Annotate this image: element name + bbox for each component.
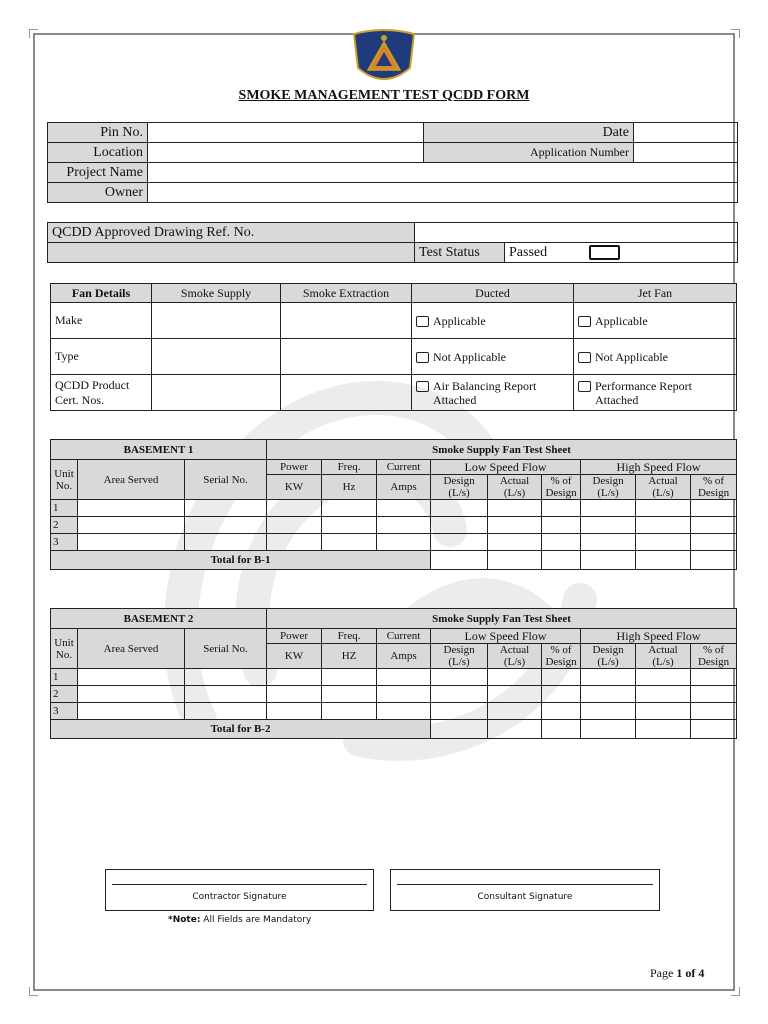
cell[interactable]	[581, 669, 636, 686]
high-speed-flow-header: High Speed Flow	[581, 629, 737, 644]
option-line2: Attached	[433, 392, 477, 407]
cell[interactable]	[185, 500, 267, 517]
unit-line2: No.	[55, 479, 73, 492]
basement-1-table	[50, 439, 737, 570]
cell[interactable]	[431, 686, 488, 703]
cell[interactable]	[267, 534, 322, 551]
total-cell[interactable]	[691, 551, 737, 570]
pin-label: Pin No.	[48, 123, 148, 143]
cell[interactable]	[267, 669, 322, 686]
pin-field[interactable]	[148, 123, 424, 143]
jet-not-applicable-cell[interactable]	[574, 339, 737, 375]
basement-1-title: BASEMENT 1	[51, 440, 267, 460]
hz-unit: HZ	[322, 644, 377, 669]
ducted-applicable-cell[interactable]	[412, 303, 574, 339]
test-status-label: Test Status	[415, 243, 505, 263]
signature-line	[112, 884, 367, 885]
cell[interactable]	[377, 703, 431, 720]
cell[interactable]	[267, 686, 322, 703]
design-label: Design	[592, 475, 624, 487]
checkbox[interactable]	[416, 352, 429, 363]
ls-unit: (L/s)	[503, 487, 526, 499]
air-balancing-cell[interactable]	[412, 375, 574, 411]
cert-label-line2: Cert. Nos.	[55, 392, 104, 407]
high-actual-header	[636, 644, 691, 669]
passed-checkbox[interactable]	[589, 245, 620, 260]
hz-unit: Hz	[322, 475, 377, 500]
serial-no-header: Serial No.	[185, 460, 267, 500]
ducted-header: Ducted	[412, 284, 574, 303]
total-b1-label: Total for B-1	[51, 551, 431, 570]
low-actual-header	[488, 475, 542, 500]
cell[interactable]	[78, 703, 185, 720]
total-cell[interactable]	[581, 720, 636, 739]
row-number: 1	[51, 500, 78, 517]
cell[interactable]	[78, 669, 185, 686]
cell[interactable]	[691, 500, 737, 517]
drawing-ref-field[interactable]	[415, 223, 738, 243]
cell[interactable]	[636, 500, 691, 517]
unit-no-header	[51, 460, 78, 500]
cell[interactable]	[267, 703, 322, 720]
cell[interactable]	[377, 500, 431, 517]
pct-label: % of	[703, 475, 725, 487]
kw-unit: KW	[267, 475, 322, 500]
option-line2: Attached	[595, 392, 639, 407]
crop-mark	[731, 29, 740, 38]
serial-no-header: Serial No.	[185, 629, 267, 669]
high-design-header	[581, 644, 636, 669]
cell[interactable]	[691, 517, 737, 534]
cell[interactable]	[691, 703, 737, 720]
pct-label: % of	[550, 475, 572, 487]
project-info-table	[47, 122, 738, 203]
application-number-label: Application Number	[424, 143, 634, 163]
cell[interactable]	[185, 534, 267, 551]
power-header: Power	[267, 629, 322, 644]
cell[interactable]	[691, 686, 737, 703]
note-text: All Fields are Mandatory	[200, 915, 312, 925]
design-label: Design	[592, 644, 624, 656]
type-label: Type	[51, 339, 152, 375]
pct-design-label: Design	[545, 656, 577, 668]
option-label: Applicable	[433, 313, 486, 328]
row-number: 2	[51, 517, 78, 534]
cell[interactable]	[267, 517, 322, 534]
freq-header: Freq.	[322, 629, 377, 644]
location-field[interactable]	[148, 143, 424, 163]
civil-defense-logo	[344, 28, 424, 90]
test-status-field[interactable]	[505, 243, 738, 263]
high-pct-header	[691, 644, 737, 669]
application-number-field[interactable]	[634, 143, 738, 163]
smoke-supply-header: Smoke Supply	[152, 284, 281, 303]
cell[interactable]	[691, 534, 737, 551]
page-number	[650, 966, 704, 981]
cell[interactable]	[488, 500, 542, 517]
low-speed-flow-header: Low Speed Flow	[431, 629, 581, 644]
approval-table	[47, 222, 738, 263]
design-label: Design	[443, 644, 475, 656]
pct-design-label: Design	[697, 656, 730, 668]
ls-unit: (L/s)	[652, 656, 674, 668]
type-supply-field[interactable]	[152, 339, 281, 375]
cell[interactable]	[431, 703, 488, 720]
cell[interactable]	[542, 517, 581, 534]
location-label: Location	[48, 143, 148, 163]
cell[interactable]	[488, 703, 542, 720]
cell[interactable]	[185, 686, 267, 703]
unit-line1: Unit	[54, 467, 74, 480]
option-label	[433, 379, 536, 407]
table-row	[51, 534, 737, 551]
amps-unit: Amps	[377, 475, 431, 500]
checkbox[interactable]	[578, 381, 591, 392]
total-cell[interactable]	[431, 551, 488, 570]
option-label: Applicable	[595, 313, 648, 328]
actual-label: Actual	[648, 475, 678, 487]
contractor-signature-box[interactable]	[105, 869, 374, 911]
low-speed-flow-header: Low Speed Flow	[431, 460, 581, 475]
performance-report-cell[interactable]	[574, 375, 737, 411]
drawing-ref-label: QCDD Approved Drawing Ref. No.	[48, 223, 415, 243]
cell[interactable]	[636, 686, 691, 703]
cell[interactable]	[377, 686, 431, 703]
option-label: Not Applicable	[433, 349, 506, 364]
cell[interactable]	[542, 534, 581, 551]
note-prefix: *Note:	[168, 915, 201, 925]
total-b2-label: Total for B-2	[51, 720, 431, 739]
cell[interactable]	[542, 686, 581, 703]
low-design-header	[431, 475, 488, 500]
cell[interactable]	[431, 669, 488, 686]
actual-label: Actual	[499, 475, 530, 487]
cell[interactable]	[542, 669, 581, 686]
cell[interactable]	[636, 534, 691, 551]
checkbox[interactable]	[578, 352, 591, 363]
crop-mark	[29, 987, 38, 996]
pct-design-label: Design	[697, 487, 730, 499]
ls-unit: (L/s)	[597, 656, 619, 668]
checkbox[interactable]	[416, 316, 429, 327]
cell[interactable]	[322, 500, 377, 517]
date-label: Date	[424, 123, 634, 143]
crop-mark	[29, 29, 38, 38]
table-row	[51, 686, 737, 703]
actual-label: Actual	[499, 644, 530, 656]
row-number: 1	[51, 669, 78, 686]
basement-1-sheet-title: Smoke Supply Fan Test Sheet	[267, 440, 737, 460]
cell[interactable]	[322, 517, 377, 534]
actual-label: Actual	[648, 644, 678, 656]
fan-details-table	[50, 283, 737, 411]
basement-2-table	[50, 608, 737, 739]
option-label	[595, 379, 692, 407]
contractor-signature-label: Contractor Signature	[192, 892, 287, 902]
cell[interactable]	[185, 669, 267, 686]
cell[interactable]	[78, 500, 185, 517]
pct-label: % of	[703, 644, 725, 656]
cell[interactable]	[542, 703, 581, 720]
total-cell[interactable]	[581, 551, 636, 570]
basement-2-title: BASEMENT 2	[51, 609, 267, 629]
signature-line	[397, 884, 653, 885]
cell[interactable]	[542, 500, 581, 517]
make-label: Make	[51, 303, 152, 339]
total-cell[interactable]	[542, 720, 581, 739]
high-actual-header	[636, 475, 691, 500]
cell[interactable]	[78, 517, 185, 534]
cell[interactable]	[581, 686, 636, 703]
table-row	[51, 500, 737, 517]
low-pct-header	[542, 475, 581, 500]
page-total: 4	[698, 966, 705, 980]
freq-header: Freq.	[322, 460, 377, 475]
ls-unit: (L/s)	[448, 656, 470, 668]
area-served-header: Area Served	[78, 629, 185, 669]
design-label: Design	[443, 475, 475, 487]
cert-label	[51, 375, 152, 411]
cell[interactable]	[581, 500, 636, 517]
amps-unit: Amps	[377, 644, 431, 669]
high-speed-flow-header: High Speed Flow	[581, 460, 737, 475]
cell[interactable]	[322, 669, 377, 686]
power-header: Power	[267, 460, 322, 475]
consultant-signature-label: Consultant Signature	[477, 892, 573, 902]
owner-label: Owner	[48, 183, 148, 203]
cell[interactable]	[636, 703, 691, 720]
cert-supply-field[interactable]	[152, 375, 281, 411]
cell[interactable]	[185, 703, 267, 720]
low-actual-header	[488, 644, 542, 669]
total-cell[interactable]	[431, 720, 488, 739]
consultant-signature-box[interactable]	[390, 869, 660, 911]
total-cell[interactable]	[636, 720, 691, 739]
cell[interactable]	[78, 686, 185, 703]
project-name-label: Project Name	[48, 163, 148, 183]
ls-unit: (L/s)	[448, 487, 470, 499]
table-row	[51, 669, 737, 686]
approval-spacer	[48, 243, 415, 263]
cell[interactable]	[78, 534, 185, 551]
checkbox[interactable]	[578, 316, 591, 327]
page-of: of	[682, 966, 699, 980]
cell[interactable]	[267, 500, 322, 517]
cell[interactable]	[581, 517, 636, 534]
current-header: Current	[377, 460, 431, 475]
table-row	[51, 517, 737, 534]
date-field[interactable]	[634, 123, 738, 143]
current-header: Current	[377, 629, 431, 644]
cell[interactable]	[322, 534, 377, 551]
total-cell[interactable]	[488, 720, 542, 739]
cell[interactable]	[377, 534, 431, 551]
area-served-header: Area Served	[78, 460, 185, 500]
cell[interactable]	[431, 500, 488, 517]
cell[interactable]	[322, 686, 377, 703]
make-supply-field[interactable]	[152, 303, 281, 339]
row-number: 3	[51, 534, 78, 551]
kw-unit: KW	[267, 644, 322, 669]
low-design-header	[431, 644, 488, 669]
cell[interactable]	[636, 669, 691, 686]
page-current: 1	[676, 966, 683, 980]
low-pct-header	[542, 644, 581, 669]
page-prefix: Page	[650, 966, 677, 980]
cell[interactable]	[691, 669, 737, 686]
test-status-value: Passed	[509, 244, 548, 260]
total-cell[interactable]	[542, 551, 581, 570]
total-cell[interactable]	[691, 720, 737, 739]
ducted-not-applicable-cell[interactable]	[412, 339, 574, 375]
cell[interactable]	[488, 686, 542, 703]
pct-label: % of	[550, 644, 572, 656]
crop-mark	[731, 987, 740, 996]
cell[interactable]	[488, 517, 542, 534]
jet-applicable-cell[interactable]	[574, 303, 737, 339]
checkbox[interactable]	[416, 381, 429, 392]
cell[interactable]	[581, 703, 636, 720]
cell[interactable]	[488, 669, 542, 686]
row-number: 2	[51, 686, 78, 703]
cell[interactable]	[431, 517, 488, 534]
total-cell[interactable]	[636, 551, 691, 570]
cell[interactable]	[488, 534, 542, 551]
cell[interactable]	[322, 703, 377, 720]
cell[interactable]	[636, 517, 691, 534]
smoke-extraction-header: Smoke Extraction	[281, 284, 412, 303]
ls-unit: (L/s)	[503, 656, 526, 668]
unit-line1: Unit	[54, 636, 74, 649]
high-design-header	[581, 475, 636, 500]
cell[interactable]	[185, 517, 267, 534]
cell[interactable]	[377, 669, 431, 686]
jet-fan-header: Jet Fan	[574, 284, 737, 303]
option-line1: Performance Report	[595, 378, 692, 393]
unit-no-header	[51, 629, 78, 669]
high-pct-header	[691, 475, 737, 500]
unit-line2: No.	[55, 648, 73, 661]
fan-details-header: Fan Details	[51, 284, 152, 303]
type-extraction-field[interactable]	[281, 339, 412, 375]
make-extraction-field[interactable]	[281, 303, 412, 339]
ls-unit: (L/s)	[597, 487, 619, 499]
option-line1: Air Balancing Report	[433, 378, 537, 393]
cell[interactable]	[431, 534, 488, 551]
row-number: 3	[51, 703, 78, 720]
project-name-field[interactable]	[148, 163, 738, 183]
cert-extraction-field[interactable]	[281, 375, 412, 411]
total-cell[interactable]	[488, 551, 542, 570]
cert-label-line1: QCDD Product	[55, 377, 130, 392]
pct-design-label: Design	[545, 487, 577, 499]
option-label: Not Applicable	[595, 349, 668, 364]
page-title: SMOKE MANAGEMENT TEST QCDD FORM	[238, 88, 530, 103]
basement-2-sheet-title: Smoke Supply Fan Test Sheet	[267, 609, 737, 629]
cell[interactable]	[581, 534, 636, 551]
owner-field[interactable]	[148, 183, 738, 203]
table-row	[51, 703, 737, 720]
ls-unit: (L/s)	[652, 487, 674, 499]
mandatory-note	[168, 915, 311, 925]
cell[interactable]	[377, 517, 431, 534]
